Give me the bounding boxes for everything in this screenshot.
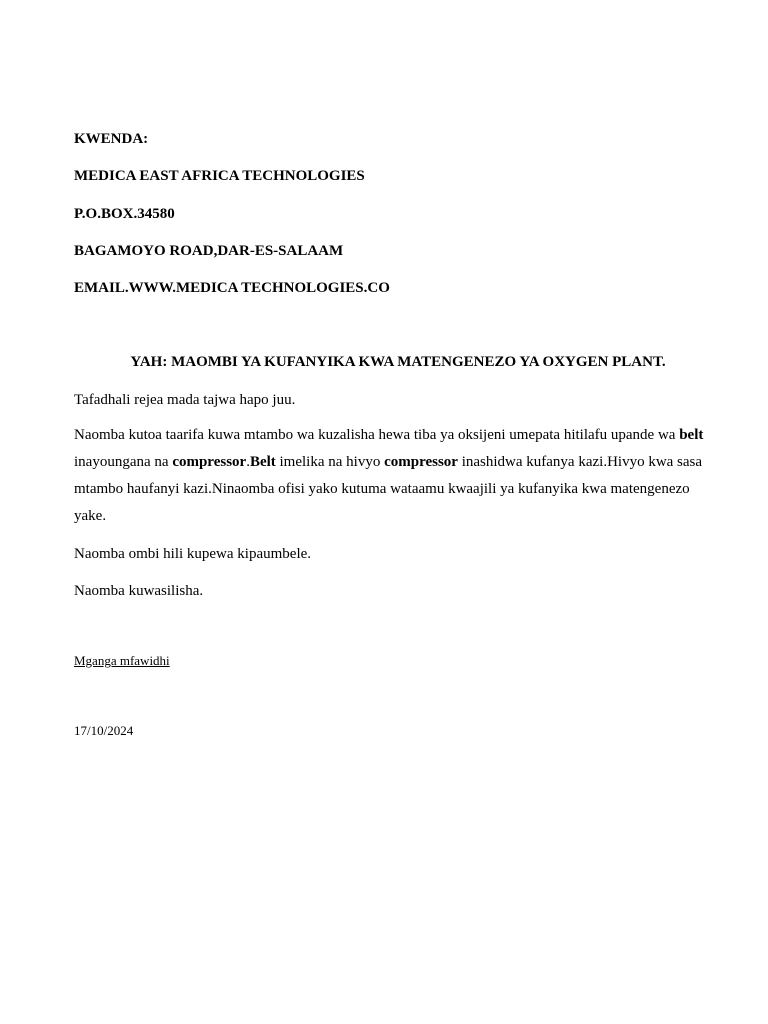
main-text-1: Naomba kutoa taarifa kuwa mtambo wa kuzalisha hewa tiba ya oksijeni umepata hitilafu upande wa <box>74 427 680 443</box>
intro-paragraph: Tafadhali rejea mada tajwa hapo juu. <box>74 392 296 408</box>
main-bold-belt-2: Belt <box>249 454 276 470</box>
main-text-3: . <box>246 454 250 470</box>
closing-paragraph: Naomba kuwasilisha. <box>74 583 204 599</box>
main-bold-belt: belt <box>679 427 704 443</box>
main-bold-compressor: compressor <box>172 454 247 470</box>
priority-paragraph: Naomba ombi hili kupewa kipaumbele. <box>74 546 312 562</box>
main-text-2: inayoungana na <box>74 454 173 470</box>
recipient-email: EMAIL.WWW.MEDICA TECHNOLOGIES.CO <box>74 280 390 296</box>
recipient-label: KWENDA: <box>74 131 149 147</box>
recipient-po-box: P.O.BOX.34580 <box>74 206 175 222</box>
main-text-4: imelika na hivyo <box>275 454 385 470</box>
recipient-company: MEDICA EAST AFRICA TECHNOLOGIES <box>74 168 365 184</box>
main-text-5: inashidwa kufanya kazi.Hivyo kwa sasa mtambo haufanyi kazi.Ninaomba ofisi yako kutuma wataamu kwaajili ya kufanyika kwa matengenezo yake. <box>74 454 703 524</box>
main-paragraph <box>74 422 714 530</box>
signature-title: Mganga mfawidhi <box>74 653 170 668</box>
main-bold-compressor-2: compressor <box>384 454 458 470</box>
letter-subject: YAH: MAOMBI YA KUFANYIKA KWA MATENGENEZO YA OXYGEN PLANT. <box>130 354 666 370</box>
recipient-road: BAGAMOYO ROAD,DAR-ES-SALAAM <box>74 243 344 259</box>
letter-date: 17/10/2024 <box>74 723 134 738</box>
